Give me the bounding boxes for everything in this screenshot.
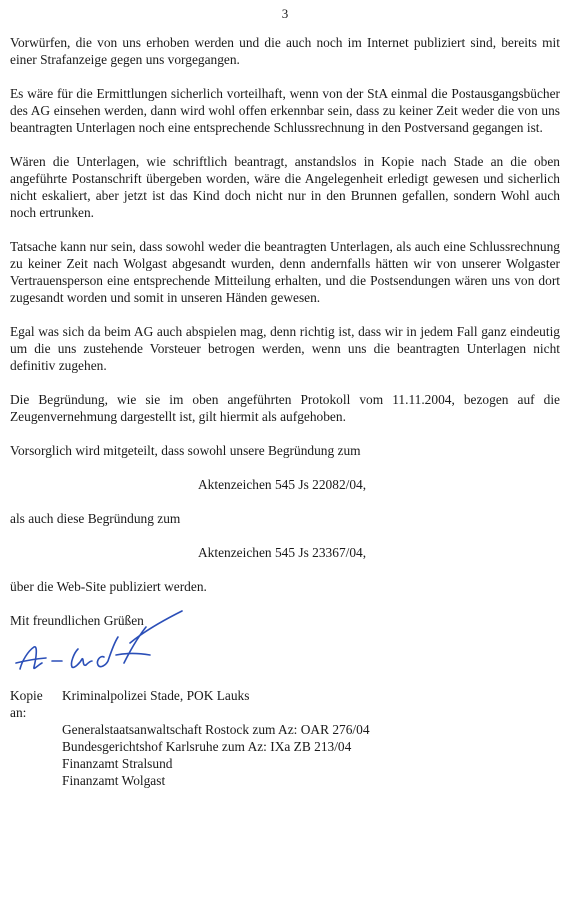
cc-recipient: Generalstaatsanwaltschaft Rostock zum Az: OAR 276/04 [62, 722, 370, 737]
paragraph-6: Die Begründung, wie sie im oben angeführten Protokoll vom 11.11.2004, bezogen auf die Zeugenvernehmung dargestellt ist, gilt hiermit als aufgehoben. [10, 392, 560, 424]
case-reference-1: Aktenzeichen 545 Js 22082/04, [198, 477, 367, 492]
paragraph-1: Vorwürfen, die von uns erhoben werden und die auch noch im Internet publiziert sind, bereits mit einer Strafanzeige gegen uns vorgegangen. [10, 35, 560, 67]
cc-label: Kopie an: [10, 688, 43, 720]
connector-line: als auch diese Begründung zum [10, 511, 181, 526]
handwritten-signature [10, 629, 560, 673]
cc-recipient: Bundesgerichtshof Karlsruhe zum Az: IXa ZB 213/04 [62, 739, 352, 754]
signature-strokes [16, 611, 182, 669]
closing-greeting: Mit freundlichen Grüßen [10, 613, 144, 628]
paragraph-4: Tatsache kann nur sein, dass sowohl weder die beantragten Unterlagen, als auch eine Schlussrechnung zu keiner Zeit nach Wolgast abgesandt wurden, denn andernfalls hätten wir von unserer Wolgaster Vertrauensperson eine entsprechende Mitteilung erhalten, und die Postsendungen wären uns von dort zugesandt worden und somit in unseren Händen gewesen. [10, 239, 560, 305]
publish-line: über die Web-Site publiziert werden. [10, 579, 207, 594]
cc-recipient: Kriminalpolizei Stade, POK Lauks [62, 688, 250, 703]
signature-drawing [12, 603, 192, 683]
paragraph-7: Vorsorglich wird mitgeteilt, dass sowohl unsere Begründung zum [10, 443, 361, 458]
cc-recipient: Finanzamt Stralsund [62, 756, 173, 771]
case-reference-2: Aktenzeichen 545 Js 23367/04, [198, 545, 367, 560]
paragraph-2: Es wäre für die Ermittlungen sicherlich vorteilhaft, wenn von der StA einmal die Postausgangsbücher des AG einsehen werden, dann wird wohl offen erkennbar sein, dass zu keiner Zeit weder die von uns beantragten Unterlagen noch eine entsprechende Schlussrechnung in den Postversand gegangen ist. [10, 86, 560, 135]
paragraph-5: Egal was sich da beim AG auch abspielen mag, denn richtig ist, dass wir in jedem Fall ganz eindeutig um die uns zustehende Vorsteuer betrogen werden, wenn uns die beantragten Unterlagen nicht definitiv zugehen. [10, 324, 560, 373]
paragraph-3: Wären die Unterlagen, wie schriftlich beantragt, anstandslos in Kopie nach Stade an die oben angeführte Postanschrift übergeben worden, wäre die Angelegenheit erledigt gewesen und sicherlich nicht eskaliert, aber jetzt ist das Kind doch nicht nur in den Brunnen gefallen, sondern Wohl auch noch ertrunken. [10, 154, 560, 220]
page-number: 3 [281, 6, 289, 21]
cc-recipient: Finanzamt Wolgast [62, 773, 166, 788]
copy-recipients [10, 687, 560, 789]
cc-first-row [10, 687, 560, 721]
